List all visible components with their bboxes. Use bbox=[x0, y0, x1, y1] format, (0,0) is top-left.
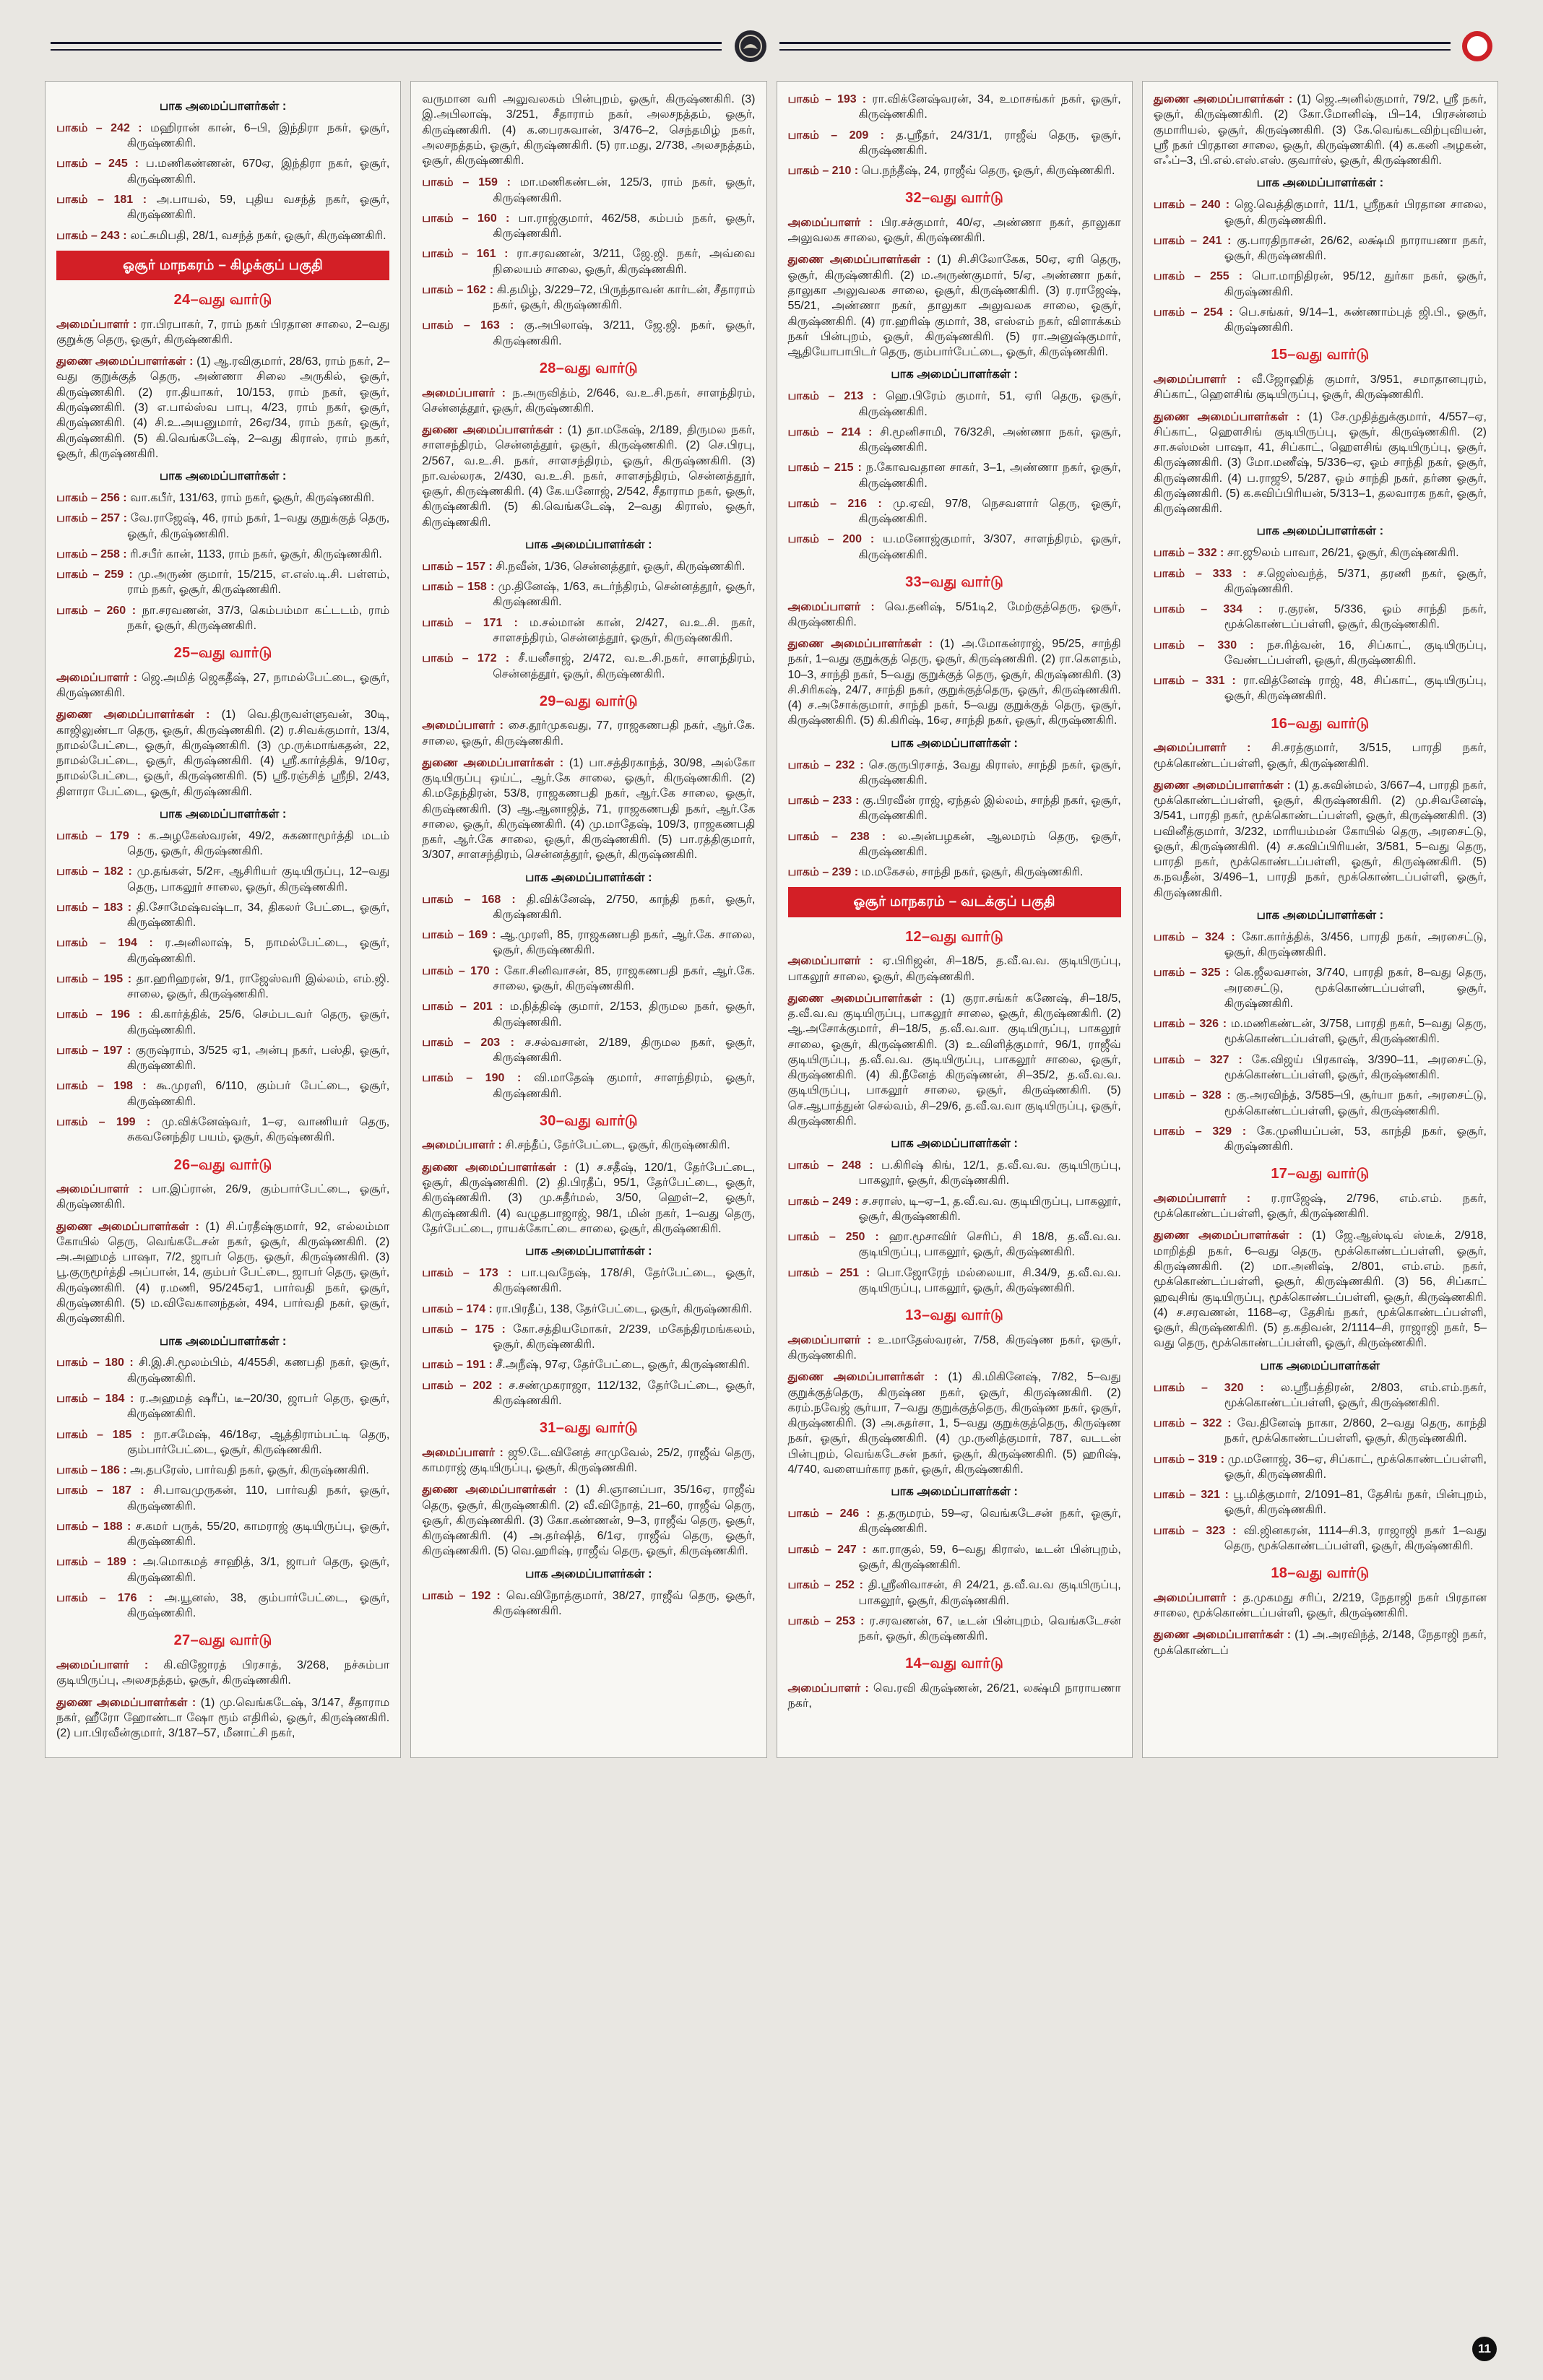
part-label: பாகம் – 233 : bbox=[787, 795, 863, 808]
part-entry: பாகம் – 191 : சீ.அநீஷ், 97ஏ, தேர்பேட்டை, ஓசூர், கிருஷ்ணகிரி. bbox=[422, 1359, 750, 1372]
ward-heading: 30–வது வார்டு bbox=[539, 1112, 638, 1129]
ward-heading: 32–வது வார்டு bbox=[905, 190, 1004, 207]
column-2 bbox=[410, 81, 766, 1758]
part-entry: பாகம் – 324 : கோ.கார்த்திக், 3/456, பாரதி நகர், அரசைட்டு, ஓசூர், கிருஷ்ணகிரி. bbox=[1153, 930, 1487, 959]
part-label: பாகம் – 193 : bbox=[787, 93, 873, 105]
section-subheading: பாக அமைப்பாளர்கள் : bbox=[159, 807, 287, 821]
part-entry: பாகம் – 203 : ச.சல்வசான், 2/189, திருமல நகர், ஓசூர், கிருஷ்ணகிரி. bbox=[422, 1036, 756, 1065]
officer-paragraph: துணை அமைப்பாளர்கள் : (1) சி.ப்ரதீஷ்குமார், 92, எல்லம்மா கோயில் தெரு, வெங்கடேசன் நகர், ஓசூர், கிருஷ்ணகிரி. (2) அ.அஹமத் பாஷா, 7/2, ஜாபர் தெரு, ஓசூர், கிருஷ்ணகிரி. (3) பூ.குருமூர்த்தி அப்பான், 14, கும்பர் பேட்டை, ஜாபர் தெரு, ஓசூர், கிருஷ்ணகிரி. (4) ர.மணி, 95/245ஏ1, பார்வதி நகர், ஓசூர், கிருஷ்ணகிரி. (5) ம.விவேகானந்தன், 494, பார்வதி நகர், ஓசூர், கிருஷ்ணகிரி. bbox=[56, 1220, 390, 1325]
part-label: பாகம் – 169 : bbox=[422, 929, 501, 942]
part-label: பாகம் – 333 : bbox=[1153, 567, 1258, 580]
masthead bbox=[0, 0, 1543, 64]
ward-heading: 29–வது வார்டு bbox=[539, 693, 638, 709]
officer-paragraph: அமைப்பாளர் : த.முகமது சரிப், 2/219, நேதாஜி நகர் பிரதான சாலை, மூக்கொண்டப்பள்ளி, ஓசூர், கிருஷ்ணகிரி. bbox=[1153, 1591, 1487, 1620]
part-entry: பாகம் – 182 : மு.தங்கள், 5/2ஈ, ஆசிரியர் குடியிருப்பு, 12–வது தெரு, பாகலூர் சாலை, ஓசூர், கிருஷ்ணகிரி. bbox=[56, 865, 390, 893]
role-label: அமைப்பாளர் : bbox=[422, 1139, 506, 1152]
part-label: பாகம் – 210 : bbox=[787, 165, 862, 178]
officer-paragraph: துணை அமைப்பாளர்கள் : (1) ஜே.ஆஸ்டிவ் ஸ்டீக், 2/918, மாறித்தி நகர், 6–வது தெரு, மூக்கொண்டப்பள்ளி, ஓசூர், கிருஷ்ணகிரி. (2) மா.அனிஷ், 2/801, எம்.எம். நகர், மூக்கொண்டப்பள்ளி, ஓசூர், கிருஷ்ணகிரி. (3) 56, சிப்காட் ஹவுசிங் குடியிருப்பு, மூக்கொண்டப்பள்ளி, ஓசூர், கிருஷ்ணகிரி. (4) ச.சரவணன், 1168–ஏ, தேசிங் நகர், மூக்கொண்டப்பள்ளி, ஓசூர், கிருஷ்ணகிரி. (5) த.கதிவன், 2/1114–சி, ராஜாஜி நகர், 5–வது தெரு, மூக்கொண்டப்பள்ளி, ஓசூர், கிருஷ்ணகிரி. bbox=[1153, 1229, 1487, 1350]
part-entry: பாகம் – 214 : சி.மூனிசாமி, 76/32சி, அண்ணா நகர், ஓசூர், கிருஷ்ணகிரி. bbox=[787, 425, 1121, 454]
part-label: பாகம் – 198 : bbox=[56, 1080, 157, 1093]
part-label: பாகம் – 173 : bbox=[422, 1267, 522, 1279]
part-label: பாகம் – 238 : bbox=[787, 830, 899, 843]
officer-paragraph: அமைப்பாளர் : பா.இப்ரான், 26/9, கும்பார்பேட்டை, ஓசூர், கிருஷ்ணகிரி. bbox=[56, 1183, 390, 1211]
part-label: பாகம் – 159 : bbox=[422, 176, 520, 189]
part-entry: பாகம் – 181 : அ.பாயல், 59, புதிய வசந்த் நகர், ஓசூர், கிருஷ்ணகிரி. bbox=[56, 194, 390, 222]
part-label: பாகம் – 326 : bbox=[1153, 1018, 1231, 1031]
part-label: பாகம் – 189 : bbox=[56, 1556, 143, 1569]
section-subheading: பாக அமைப்பாளர்கள் : bbox=[159, 100, 287, 113]
part-label: பாகம் – 232 : bbox=[787, 758, 869, 771]
part-label: பாகம் – 248 : bbox=[787, 1159, 881, 1172]
part-label: பாகம் – 201 : bbox=[422, 1000, 510, 1013]
officer-paragraph: துணை அமைப்பாளர்கள் : (1) சி.ஞானப்பா, 35/16ஏ, ராஜீவ் தெரு, ஓசூர், கிருஷ்ணகிரி. (2) வீ.விநோத், 21–60, ராஜீவ் தெரு, ஓசூர், கிருஷ்ணகிரி. (3) கோ.கண்ணன், 9–3, ராஜீவ் தெரு, ஓசூர், கிருஷ்ணகிரி. (4) அ.தர்ஷித், 6/1ஏ, ராஜீவ் தெரு, ஓசூர், கிருஷ்ணகிரி. (5) வெ.ஹரிஷ், ராஜீவ் தெரு, ஓசூர், கிருஷ்ணகிரி. bbox=[422, 1484, 756, 1558]
officer-paragraph: துணை அமைப்பாளர்கள் : (1) ஜெ.அனில்குமார், 79/2, ஸ்ரீ நகர், ஓசூர், கிருஷ்ணகிரி. (2) கோ.மோனிஷ், பி–14, பிரசன்னம் குமாரியல், ஓசூர், கிருஷ்ணகிரி. (3) கே.வெங்கடவிற்புவியன், ஸ்ரீ நகர் பிரதான சாலை, ஓசூர், கிருஷ்ணகிரி. (4) க.கனி அழகன், எஃப்–3, பி.எல்.எஸ்.எஸ். குவார்ஸ், ஓசூர், கிருஷ்ணகிரி. bbox=[1153, 93, 1487, 168]
part-entry: பாகம் – 176 : அ.யூனஸ், 38, கும்பார்பேட்டை, ஓசூர், கிருஷ்ணகிரி. bbox=[56, 1591, 390, 1620]
officer-paragraph: துணை அமைப்பாளர்கள் : (1) அ.மோகன்ராஜ், 95/25, சாந்தி நகர், 1–வது குறுக்குத் தெரு, ஓசூர், கிருஷ்ணகிரி. (2) ரா.கௌதம், 10–3, சாந்தி நகர், 5–வது குறுக்குத் தெரு, ஓசூர், கிருஷ்ணகிரி. (3) சி.சிரிகஷ், 24/7, சாந்தி நகர், குறுக்குத்தெரு, ஓசூர், கிருஷ்ணகிரி. (4) ச.அசோக்குமார், சாந்தி நகர், 5–வது குறுக்குத் தெரு, ஓசூர், கிருஷ்ணகிரி. (5) கி.கிரிஷ், 16ஏ, சாந்தி நகர், ஓசூர், கிருஷ்ணகிரி. bbox=[787, 638, 1121, 727]
section-subheading: பாக அமைப்பாளர்கள் : bbox=[891, 368, 1018, 381]
role-label: துணை அமைப்பாளர்கள் : bbox=[787, 1371, 948, 1384]
part-entry: பாகம் – 194 : ர.அனிலாஷ், 5, நாமல்பேட்டை, ஓசூர், கிருஷ்ணகிரி. bbox=[56, 937, 390, 965]
part-entry: பாகம் – 258 : ரி.சபீர் கான், 1133, ராம் நகர், ஓசூர், கிருஷ்ணகிரி. bbox=[56, 548, 382, 561]
officer-paragraph: துணை அமைப்பாளர்கள் : (1) கி.மிகினேஷ், 7/82, 5–வது குறுக்குத்தெரு, கிருஷ்ண நகர், ஓசூர், கிருஷ்ணகிரி. (2) கரம்.நவேஜ் சூர்யா, 7–வது குறுக்குத்தெரு, கிருஷ்ண நகர், ஓசூர், கிருஷ்ணகிரி. (3) அ.சுதர்சா, 1, 5–வது குறுக்குத்தெரு, கிருஷ்ண நகர், ஓசூர், கிருஷ்ணகிரி. (4) மு.ருனித்குமார், 787, வடடன் பின்புறம், வெங்கடேசன் நகர், ஓசூர், கிருஷ்ணகிரி. (5) ஹரிஷ், 4/740, வளையர்கார நகர், ஓசூர், கிருஷ்ணகிரி. bbox=[787, 1371, 1121, 1476]
section-subheading: பாக அமைப்பாளர்கள் : bbox=[891, 1137, 1018, 1151]
part-entry: பாகம் – 331 : ரா.வித்னேஷ் ராஜ், 48, சிப்காட், குடியிருப்பு, ஓசூர், கிருஷ்ணகிரி. bbox=[1153, 675, 1487, 703]
ward-heading: 15–வது வார்டு bbox=[1271, 347, 1370, 363]
part-label: பாகம் – 259 : bbox=[56, 568, 138, 581]
part-entry: பாகம் – 173 : பா.புவநேஷ், 178/சி, தேர்பேட்டை, ஓசூர், கிருஷ்ணகிரி. bbox=[422, 1267, 756, 1295]
role-label: துணை அமைப்பாளர்கள் : bbox=[56, 709, 222, 722]
part-entry: பாகம் – 327 : கே.விஜய் பிரகாஷ், 3/390–11, அரசைட்டு, மூக்கொண்டப்பள்ளி, ஓசூர், கிருஷ்ணகிரி. bbox=[1153, 1053, 1487, 1082]
part-label: பாகம் – 182 : bbox=[56, 865, 137, 878]
officer-paragraph: துணை அமைப்பாளர்கள் : (1) சி.சிலோகேக, 50ஏ, ஏரி தெரு, ஓசூர், கிருஷ்ணகிரி. (2) ம.அருண்குமார், 5/ஏ, அண்ணா நகர், தாலுகா அலுவலக சாலை, ஓசூர், கிருஷ்ணகிரி. (3) ர.ராஜேஷ், 55/21, அண்ணா நகர், தாலுகா அலுவலக சாலை, ஓசூர், கிருஷ்ணகிரி. (4) ரா.ஹரிஷ் குமார், 38, எஸ்எம் நகர், விளாக்கம் நகர் பின்புறம், ஓசூர், கிருஷ்ணகிரி. (5) ரா.அனுஷ்குமார், ஆதியோபாபிடர் தெரு, கும்பார்பேட்டை, ஓசூர், கிருஷ்ணகிரி. bbox=[787, 254, 1121, 359]
officer-paragraph: அமைப்பாளர் : ஏ.பிரிஜன், சி–18/5, த.வீ.வ.வ. குடியிருப்பு, பாகலூர் சாலை, ஓசூர், கிருஷ்ணகிரி. bbox=[787, 955, 1121, 983]
officer-paragraph: துணை அமைப்பாளர்கள் : (1) பா.சத்திரகாந்த், 30/98, அல்கோ குடியிருப்பு ஒய்ட், ஆர்.கே சாலை, ஓசூர், கிருஷ்ணகிரி. (2) கி.மதேந்திரன், 53/8, ராஜகணபதி நகர், ஆர்.கே சாலை, ஓசூர், கிருஷ்ணகிரி. (3) ஆ.ஆனாஜித், 71, ராஜகணபதி நகர், ஆர்.கே சாலை, ஓசூர், கிருஷ்ணகிரி. (4) மு.மாதேஷ், 109/3, ராஜகணபதி நகர், ஆர்.கே சாலை, ஓசூர், கிருஷ்ணகிரி. (5) பா.ரத்திகுமார், 3/307, சாளசந்திரம், சென்னத்தூர், ஓசூர், கிருஷ்ணகிரி. bbox=[422, 756, 756, 862]
part-label: பாகம் – 246 : bbox=[787, 1507, 878, 1520]
part-label: பாகம் – 329 : bbox=[1153, 1125, 1257, 1138]
part-entry: பாகம் – 250 : ஹா.மூசாவிர் செரிப், சி 18/8, த.வீ.வ.வ. குடியிருப்பு, பாகலூர், ஓசூர், கிருஷ்ணகிரி. bbox=[787, 1231, 1121, 1259]
officer-paragraph: அமைப்பாளர் : கி.விஜோரத் பிரசாத், 3/268, நச்சும்பா குடியிருப்பு, அலசநத்தம், ஓசூர், கிருஷ்ணகிரி. bbox=[56, 1659, 390, 1687]
part-entry: பாகம் – 254 : பெ.சங்கர், 9/14–1, சுண்ணாம்புத் ஜி.பி., ஓசூர், கிருஷ்ணகிரி. bbox=[1153, 306, 1487, 334]
part-entry: பாகம் – 330 : நச.ரித்வன், 16, சிப்காட், குடியிருப்பு, வேண்டப்பள்ளி, ஓசூர், கிருஷ்ணகிரி. bbox=[1153, 639, 1487, 667]
role-label: துணை அமைப்பாளர்கள் : bbox=[787, 254, 938, 267]
ward-heading: 17–வது வார்டு bbox=[1271, 1166, 1370, 1182]
part-entry: பாகம் – 157 : சி.நவீன், 1/36, சென்னத்தூர், ஓசூர், கிருஷ்ணகிரி. bbox=[422, 560, 745, 573]
part-entry: பாகம் – 332 : சா.ஜூலம் பாவா, 26/21, ஓசூர், கிருஷ்ணகிரி. bbox=[1153, 547, 1459, 560]
part-label: பாகம் – 179 : bbox=[56, 829, 149, 842]
section-subheading: பாக அமைப்பாளர்கள் : bbox=[159, 469, 287, 483]
role-label: அமைப்பாளர் : bbox=[422, 386, 513, 399]
part-label: பாகம் – 181 : bbox=[56, 194, 157, 206]
officer-paragraph: அமைப்பாளர் : வெ.தனிஷ், 5/51டி2, மேற்குத்தெரு, ஓசூர், கிருஷ்ணகிரி. bbox=[787, 600, 1121, 628]
ward-heading: 18–வது வார்டு bbox=[1271, 1565, 1370, 1582]
ward-heading: 24–வது வார்டு bbox=[173, 292, 272, 308]
role-label: துணை அமைப்பாளர்கள் : bbox=[56, 1696, 201, 1709]
part-label: பாகம் – 188 : bbox=[56, 1520, 136, 1533]
ward-heading: 14–வது வார்டு bbox=[905, 1656, 1004, 1672]
part-label: பாகம் – 195 : bbox=[56, 972, 137, 985]
officer-paragraph: அமைப்பாளர் : சை.தூர்முகவது, 77, ராஜகணபதி நகர், ஆர்.கே. சாலை, ஓசூர், கிருஷ்ணகிரி. bbox=[422, 719, 756, 748]
part-label: பாகம் – 260 : bbox=[56, 604, 142, 617]
part-entry: பாகம் – 189 : அ.மொகமத் சாஹித், 3/1, ஜாபர் தெரு, ஓசூர், கிருஷ்ணகிரி. bbox=[56, 1556, 390, 1584]
officer-paragraph: வருமான வரி அலுவலகம் பின்புறம், ஓசூர், கிருஷ்ணகிரி. (3) இ.அபிலாஷ், 3/251, சீதாராம் நகர், அலசநத்தம், ஓசூர், கிருஷ்ணகிரி. (4) க.பைரசுவான், 3/476–2, செந்தமிழ் நகர், அலசநத்தம், ஓசூர், கிருஷ்ணகிரி. (5) ரா.மது, 2/738, அலசநத்தம், ஓசூர், கிருஷ்ணகிரி. bbox=[422, 93, 756, 168]
part-entry: பாகம் – 241 : கு.பாரதிநாசன், 26/62, லக்ஷ்மி நாராயணா நகர், ஓசூர், கிருஷ்ணகிரி. bbox=[1153, 234, 1487, 263]
officer-paragraph: துணை அமைப்பாளர்கள் : (1) த.கவின்மல், 3/667–4, பாரதி நகர், மூக்கொண்டப்பள்ளி, ஓசூர், கிருஷ்ணகிரி. (2) மு.சிவனேஷ், 3/541, பாரதி நகர், மூக்கொண்டப்பள்ளி, ஓசூர், கிருஷ்ணகிரி. (3) பவினீத்குமார், 3/232, மாரியம்மன் கோயில் தெரு, அரசைட்டு, ஓசூர், கிருஷ்ணகிரி. (4) ச.கவிப்பிரியன், 3/581, 5–வது தெரு, பாரதி நகர், மூக்கொண்டப்பள்ளி, ஓசூர், கிருஷ்ணகிரி. (5) க.நவதீன், 3/496–1, பாரதி நகர், மூக்கொண்டப்பள்ளி, ஓசூர், கிருஷ்ணகிரி. bbox=[1153, 779, 1487, 899]
part-label: பாகம் – 158 : bbox=[422, 581, 498, 594]
part-label: பாகம் – 176 : bbox=[56, 1591, 165, 1604]
part-label: பாகம் – 202 : bbox=[422, 1379, 509, 1392]
part-entry: பாகம் – 161 : ரா.சரவணன், 3/211, ஜே.ஜி. நகர், அவ்வை நிலையம் சாலை, ஓசூர், கிருஷ்ணகிரி. bbox=[422, 248, 756, 276]
officer-paragraph: துணை அமைப்பாளர்கள் : (1) சே.முதித்துக்குமார், 4/557–ஏ, சிப்காட், ஹெளசிங் குடியிருப்பு, ஓசூர், கிருஷ்ணகிரி. (2) சா.சுஸ்மன் பாஷா, 41, சிப்காட், ஹெளசிங் குடியிருப்பு, ஓசூர், கிருஷ்ணகிரி. (3) மோ.மணீஷ், 5/336–ஏ, ஓம் சாந்தி நகர், ஓசூர், கிருஷ்ணகிரி. (4) ப.ராஜூ, 5/287, ஓம் சாந்தி நகர், தர்ண ஓசூர், கிருஷ்ணகிரி. (5) க.சுவிப்பிரியன், 5/313–1, தலவாரக நகர், ஓசூர், கிருஷ்ணகிரி. bbox=[1153, 410, 1487, 516]
part-label: பாகம் – 253 : bbox=[787, 1614, 870, 1627]
part-label: பாகம் – 192 : bbox=[422, 1589, 506, 1602]
officer-paragraph: துணை அமைப்பாளர்கள் : (1) குரா.சங்கர் கணேஷ், சி–18/5, த.வீ.வ.வ குடியிருப்பு, பாகலூர் சாலை, ஓசூர், கிருஷ்ணகிரி. (2) ஆ.அசோக்குமார், சி–18/5, த.வீ.வ.வா. குடியிருப்பு, பாகலூர் சாலை, ஓசூர், கிருஷ்ணகிரி. (3) உ.விளித்குமார், 96/1, ராஜீவ் குடியிருப்பு, த.வீ.வ.வ. குடியிருப்பு, பாகலூர் சாலை, ஓசூர், கிருஷ்ணகிரி. (4) கி.நீனேத் கிருஷ்ணன், சி–35/2, த.வீ.வ.வ. குடியிருப்பு, பாகலூர் சாலை, ஓசூர், கிருஷ்ணகிரி. (5) செ.ஆபாத்துன் செல்வம், சி–29/6, த.வீ.வ.வா குடியிருப்பு, ஓசூர், கிருஷ்ணகிரி. bbox=[787, 992, 1121, 1128]
role-label: துணை அமைப்பாளர்கள் : bbox=[1153, 1629, 1295, 1642]
part-entry: பாகம் – 334 : ர.குரன், 5/336, ஓம் சாந்தி நகர், மூக்கொண்டப்பள்ளி, ஓசூர், கிருஷ்ணகிரி. bbox=[1153, 603, 1487, 631]
part-entry: பாகம் – 260 : நா.சரவணன், 37/3, கெம்பம்மா கட்டடம், ராம் நகர், ஓசூர், கிருஷ்ணகிரி. bbox=[56, 604, 390, 632]
part-label: பாகம் – 163 : bbox=[422, 319, 524, 332]
part-label: பாகம் – 183 : bbox=[56, 901, 137, 914]
part-label: பாகம் – 334 : bbox=[1153, 603, 1279, 616]
role-label: அமைப்பாளர் : bbox=[787, 600, 885, 613]
part-label: பாகம் – 174 : bbox=[422, 1302, 496, 1315]
part-entry: பாகம் – 216 : மு.ஏவி, 97/8, நெசவளார் தெரு, ஓசூர், கிருஷ்ணகிரி. bbox=[787, 497, 1121, 526]
officer-paragraph: அமைப்பாளர் : ஜெ.அமித் ஜெகதீஷ், 27, நாமல்பேட்டை, ஓசூர், கிருஷ்ணகிரி. bbox=[56, 671, 390, 699]
part-entry: பாகம் – 246 : த.தருமரம், 59–ஏ, வெங்கடேசன் நகர், ஓசூர், கிருஷ்ணகிரி. bbox=[787, 1507, 1121, 1536]
part-label: பாகம் – 242 : bbox=[56, 121, 151, 134]
part-entry: பாகம் – 325 : கெ.ஜீலவசான், 3/740, பாரதி நகர், 8–வது தெரு, அரசைட்டு, மூக்கொண்டப்பள்ளி, ஓசூர், கிருஷ்ணகிரி. bbox=[1153, 966, 1487, 1010]
role-label: அமைப்பாளர் : bbox=[787, 955, 883, 968]
part-label: பாகம் – 196 : bbox=[56, 1008, 151, 1021]
role-label: அமைப்பாளர் : bbox=[56, 1183, 152, 1196]
ward-heading: 26–வது வார்டு bbox=[173, 1156, 272, 1173]
role-label: துணை அமைப்பாளர்கள் : bbox=[422, 1484, 576, 1497]
part-label: பாகம் – 175 : bbox=[422, 1323, 514, 1336]
section-subheading: பாக அமைப்பாளர்கள் : bbox=[1256, 176, 1384, 190]
part-entry: பாகம் – 249 : ச.சராஸ், டி–ஏ–1, த.வீ.வ.வ. குடியிருப்பு, பாகலூர், ஓசூர், கிருஷ்ணகிரி. bbox=[787, 1195, 1121, 1223]
part-label: பாகம் – 331 : bbox=[1153, 675, 1243, 688]
part-label: பாகம் – 199 : bbox=[56, 1116, 162, 1129]
column-1 bbox=[45, 81, 401, 1758]
region-banner: ஓசூர் மாநகரம் – வடக்குப் பகுதி bbox=[788, 887, 1121, 917]
role-label: அமைப்பாளர் : bbox=[1153, 373, 1252, 386]
part-entry: பாகம் – 215 : ந.கோவவதான சாகர், 3–1, அண்ணா நகர், ஓசூர், கிருஷ்ணகிரி. bbox=[787, 462, 1121, 490]
part-entry: பாகம் – 195 : தா.ஹரிஹரன், 9/1, ராஜேஸ்வரி இல்லம், எம்.ஜி. சாலை, ஓசூர், கிருஷ்ணகிரி. bbox=[56, 972, 390, 1001]
officer-paragraph: அமைப்பாளர் : பிர.சச்குமார், 40/ஏ, அண்ணா நகர், தாலுகா அலுவலக சாலை, ஓசூர், கிருஷ்ணகிரி. bbox=[787, 216, 1121, 245]
section-subheading: பாக அமைப்பாளர்கள் : bbox=[1256, 524, 1384, 538]
ward-heading: 31–வது வார்டு bbox=[539, 1420, 638, 1437]
part-label: பாகம் – 160 : bbox=[422, 212, 519, 225]
part-label: பாகம் – 187 : bbox=[56, 1484, 154, 1497]
part-label: பாகம் – 191 : bbox=[422, 1359, 496, 1372]
role-label: துணை அமைப்பாளர்கள் : bbox=[1153, 1229, 1312, 1242]
part-entry: பாகம் – 168 : தி.விக்னேஷ், 2/750, காந்தி நகர், ஓசூர், கிருஷ்ணகிரி. bbox=[422, 893, 756, 921]
role-label: அமைப்பாளர் : bbox=[422, 1446, 509, 1459]
part-label: பாகம் – 249 : bbox=[787, 1195, 863, 1208]
part-label: பாகம் – 200 : bbox=[787, 533, 883, 546]
role-label: துணை அமைப்பாளர்கள் : bbox=[787, 992, 941, 1005]
part-label: பாகம் – 324 : bbox=[1153, 930, 1242, 943]
part-label: பாகம் – 322 : bbox=[1153, 1417, 1237, 1430]
part-entry: பாகம் – 320 : ல.ஸ்ரீபத்திரன், 2/803, எம்.எம்.நகர், மூக்கொண்டப்பள்ளி, ஓசூர், கிருஷ்ணகிரி. bbox=[1153, 1381, 1487, 1409]
ward-heading: 12–வது வார்டு bbox=[905, 928, 1004, 945]
part-label: பாகம் – 256 : bbox=[56, 491, 131, 504]
role-label: துணை அமைப்பாளர்கள் : bbox=[1153, 93, 1297, 105]
part-entry: பாகம் – 333 : ச.ஜெஸ்வந்த், 5/371, தரணி நகர், ஓசூர், கிருஷ்ணகிரி. bbox=[1153, 567, 1487, 595]
part-label: பாகம் – 157 : bbox=[422, 560, 496, 573]
part-label: பாகம் – 216 : bbox=[787, 497, 893, 510]
content-columns bbox=[45, 81, 1498, 1758]
part-label: பாகம் – 161 : bbox=[422, 248, 517, 261]
section-subheading: பாக அமைப்பாளர்கள் : bbox=[891, 736, 1018, 750]
part-entry: பாகம் – 233 : கு.பிரவீன் ராஜ், ஏந்தல் இல்லம், சாந்தி நகர், ஓசூர், கிருஷ்ணகிரி. bbox=[787, 795, 1121, 823]
role-label: அமைப்பாளர் : bbox=[56, 671, 142, 684]
part-entry: பாகம் – 175 : கோ.சத்தியமோகர், 2/239, மகேந்திரமங்கலம், ஓசூர், கிருஷ்ணகிரி. bbox=[422, 1323, 756, 1351]
part-label: பாகம் – 250 : bbox=[787, 1231, 889, 1244]
role-label: அமைப்பாளர் : bbox=[422, 719, 509, 732]
part-label: பாகம் – 325 : bbox=[1153, 966, 1235, 979]
role-label: அமைப்பாளர் : bbox=[1153, 742, 1272, 755]
officer-paragraph: துணை அமைப்பாளர்கள் : (1) வெ.திருவள்ளுவன், 30டி, காஜிலுண்டா தெரு, ஓசூர், கிருஷ்ணகிரி. (2) ர.சிவக்குமார், 13/4, நாமல்பேட்டை, ஓசூர், கிருஷ்ணகிரி. (3) மு.ருக்மாங்கதன், 22, நாமல்பேட்டை, ஓசூர், கிருஷ்ணகிரி. (4) ஸ்ரீ.கார்த்திக், 9/10ஏ, நாமல்பேட்டை, ஓசூர், கிருஷ்ணகிரி. (5) ஸ்ரீ.ரஞ்சித் ஸ்ரீநி, 2/43, திளாரா பேட்டை, ஓசூர், கிருஷ்ணகிரி. bbox=[56, 709, 390, 798]
officer-paragraph: அமைப்பாளர் : வீ.ஜோஹித் குமார், 3/951, சமாதானபுரம், சிப்காட், ஹெளசிங் குடியிருப்பு, ஓசூர், கிருஷ்ணகிரி. bbox=[1153, 373, 1487, 402]
part-label: பாகம் – 168 : bbox=[422, 893, 527, 906]
part-label: பாகம் – 209 : bbox=[787, 129, 896, 142]
part-label: பாகம் – 245 : bbox=[56, 157, 146, 170]
part-entry: பாகம் – 179 : க.அழகேஸ்வரன், 49/2, சுகணாமூர்த்தி மடம் தெரு, ஓசூர், கிருஷ்ணகிரி. bbox=[56, 829, 390, 858]
part-entry: பாகம் – 253 : ர.சரவணன், 67, டீடன் பின்புறம், வெங்கடேசன் நகர், ஓசூர், கிருஷ்ணகிரி. bbox=[787, 1614, 1121, 1643]
part-label: பாகம் – 255 : bbox=[1153, 270, 1252, 283]
part-entry: பாகம் – 329 : கே.முனியப்பன், 53, காந்தி நகர், ஓசூர், கிருஷ்ணகிரி. bbox=[1153, 1125, 1487, 1154]
part-label: பாகம் – 327 : bbox=[1153, 1053, 1252, 1066]
part-label: பாகம் – 239 : bbox=[787, 866, 862, 879]
part-label: பாகம் – 162 : bbox=[422, 283, 497, 296]
part-label: பாகம் – 172 : bbox=[422, 652, 519, 665]
part-entry: பாகம் – 242 : மஹிரான் கான், 6–பி, இந்திரா நகர், ஓசூர், கிருஷ்ணகிரி. bbox=[56, 121, 390, 150]
section-subheading: பாக அமைப்பாளர்கள் : bbox=[525, 1245, 652, 1258]
part-label: பாகம் – 247 : bbox=[787, 1543, 873, 1556]
role-label: துணை அமைப்பாளர்கள் : bbox=[422, 1161, 576, 1174]
part-entry: பாகம் – 172 : சீ.யனீசாஜ், 2/472, வ.உ.சி.நகர், சாளந்திரம், சென்னத்தூர், ஓசூர், கிருஷ்ணகிரி. bbox=[422, 652, 756, 680]
part-label: பாகம் – 251 : bbox=[787, 1266, 878, 1279]
part-entry: பாகம் – 319 : மு.மனோஜ், 36–ஏ, சிப்காட், மூக்கொண்டப்பள்ளி, ஓசூர், கிருஷ்ணகிரி. bbox=[1153, 1453, 1487, 1481]
officer-paragraph: அமைப்பாளர் : ர.ராஜேஷ், 2/796, எம்.எம். நகர், மூக்கொண்டப்பள்ளி, ஓசூர், கிருஷ்ணகிரி. bbox=[1153, 1192, 1487, 1221]
red-circle-icon bbox=[1462, 31, 1492, 61]
part-entry: பாகம் – 160 : பா.ராஜ்குமார், 462/58, கம்பம் நகர், ஓசூர், கிருஷ்ணகிரி. bbox=[422, 212, 756, 241]
part-entry: பாகம் – 259 : மு.அருண் குமார், 15/215, எ.எஸ்.டி.சி. பள்ளம், ராம் நகர், ஓசூர், கிருஷ்ணகிரி. bbox=[56, 568, 390, 597]
officer-paragraph: அமைப்பாளர் : ரா.பிரபாகர், 7, ராம் நகர் பிரதான சாலை, 2–வது குறுக்கு தெரு, ஓசூர், கிருஷ்ணகிரி. bbox=[56, 318, 390, 346]
column-3 bbox=[777, 81, 1133, 1758]
part-entry: பாகம் – 256 : வா.கபீர், 131/63, ராம் நகர், ஓசூர், கிருஷ்ணகிரி. bbox=[56, 491, 375, 504]
part-label: பாகம் – 258 : bbox=[56, 548, 131, 561]
officer-paragraph: அமைப்பாளர் : ஜூ.டே.வினேத் சாமுவேல், 25/2, ராஜீவ் தெரு, காமராஜ் குடியிருப்பு, ஓசூர், கிருஷ்ணகிரி. bbox=[422, 1446, 756, 1474]
part-entry: பாகம் – 257 : வே.ராஜேஷ், 46, ராம் நகர், 1–வது குறுக்குத் தெரு, ஓசூர், கிருஷ்ணகிரி. bbox=[56, 512, 390, 540]
part-label: பாகம் – 215 : bbox=[787, 462, 866, 475]
part-label: பாகம் – 214 : bbox=[787, 425, 881, 438]
part-label: பாகம் – 328 : bbox=[1153, 1089, 1237, 1102]
officer-paragraph: துணை அமைப்பாளர்கள் : (1) ஆ.ரவிகுமார், 28/63, ராம் நகர், 2–வது குறுக்குத் தெரு, அண்ணா சிலை அருகில், ஓசூர், கிருஷ்ணகிரி. (2) ரா.தியாகர், 10/153, ராம் நகர், ஓசூர், கிருஷ்ணகிரி. (3) எ.பால்ஸ்வ பாபு, 4/23, ராம் நகர், ஓசூர், கிருஷ்ணகிரி. (4) சி.உ.அயனுமார், 26ஏ/34, ராம் நகர், ஓசூர், கிருஷ்ணகிரி. (5) கி.வெங்கடேஷ், 2–வது கிராஸ், ராம் நகர், ஓசூர், கிருஷ்ணகிரி. bbox=[56, 355, 390, 460]
part-entry: பாகம் – 180 : சி.இ.சி.மூலம்பிம், 4/455சி, கணபதி நகர், ஓசூர், கிருஷ்ணகிரி. bbox=[56, 1356, 390, 1385]
section-subheading: பாக அமைப்பாளர்கள் : bbox=[159, 1334, 287, 1348]
part-label: பாகம் – 184 : bbox=[56, 1393, 140, 1405]
section-subheading: பாக அமைப்பாளர்கள் : bbox=[525, 1567, 652, 1580]
masthead-rule-left bbox=[51, 42, 722, 51]
part-label: பாகம் – 323 : bbox=[1153, 1524, 1244, 1537]
part-entry: பாகம் – 209 : த.ஸ்ரீதர், 24/31/1, ராஜீவ் தெரு, ஓசூர், கிருஷ்ணகிரி. bbox=[787, 129, 1121, 157]
part-label: பாகம் – 320 : bbox=[1153, 1381, 1281, 1394]
officer-paragraph: அமைப்பாளர் : உ.மாதேஸ்வரன், 7/58, கிருஷ்ண நகர், ஓசூர், கிருஷ்ணகிரி. bbox=[787, 1333, 1121, 1362]
officer-paragraph: அமைப்பாளர் : வெ.ரவி கிருஷ்ணன், 26/21, லக்ஷ்மி நாராயணா நகர், bbox=[787, 1682, 1121, 1710]
officer-paragraph: அமைப்பாளர் : ந.அருவித்ம், 2/646, வ.உ.சி.நகர், சாளந்திரம், சென்னத்தூர், ஓசூர், கிருஷ்ணகிரி. bbox=[422, 386, 756, 415]
part-label: பாகம் – 190 : bbox=[422, 1072, 534, 1085]
part-label: பாகம் – 252 : bbox=[787, 1579, 868, 1592]
role-label: அமைப்பாளர் : bbox=[1153, 1591, 1243, 1604]
part-entry: பாகம் – 171 : ம.சல்மான் கான், 2/427, வ.உ.சி. நகர், சாளசந்திரம், சென்னத்தூர், ஓசூர், கிருஷ்ணகிரி. bbox=[422, 616, 756, 644]
section-subheading: பாக அமைப்பாளர்கள் : bbox=[1256, 908, 1384, 922]
part-label: பாகம் – 170 : bbox=[422, 964, 504, 977]
emblem-icon bbox=[733, 29, 768, 64]
role-label: துணை அமைப்பாளர்கள் : bbox=[56, 355, 197, 368]
part-entry: பாகம் – 200 : ய.மனோஜ்குமார், 3/307, சாளந்திரம், ஓசூர், கிருஷ்ணகிரி. bbox=[787, 533, 1121, 561]
role-label: அமைப்பாளர் : bbox=[56, 318, 141, 331]
part-label: பாகம் – 321 : bbox=[1153, 1489, 1234, 1502]
section-subheading: பாக அமைப்பாளர்கள் : bbox=[891, 1485, 1018, 1499]
part-entry: பாகம் – 210 : பெ.நந்தீஷ், 24, ராஜீவ் தெரு, ஓசூர், கிருஷ்ணகிரி. bbox=[787, 165, 1115, 178]
role-label: அமைப்பாளர் : bbox=[787, 1682, 873, 1695]
part-entry: பாகம் – 184 : ர.அஹமத் ஷரீப், டீ–20/30, ஜாபர் தெரு, ஓசூர், கிருஷ்ணகிரி. bbox=[56, 1393, 390, 1421]
part-entry: பாகம் – 321 : பூ.மித்குமார், 2/1091–81, தேசிங் நகர், பின்புறம், ஓசூர், கிருஷ்ணகிரி. bbox=[1153, 1489, 1487, 1517]
part-entry: பாகம் – 192 : வெ.விநோத்குமார், 38/27, ராஜீவ் தெரு, ஓசூர், கிருஷ்ணகிரி. bbox=[422, 1589, 756, 1617]
part-label: பாகம் – 243 : bbox=[56, 229, 131, 242]
part-entry: பாகம் – 174 : ரா.பிரதீப், 138, தேர்பேட்டை, ஓசூர், கிருஷ்ணகிரி. bbox=[422, 1302, 753, 1315]
part-label: பாகம் – 185 : bbox=[56, 1428, 154, 1441]
part-label: பாகம் – 171 : bbox=[422, 616, 530, 629]
role-label: துணை அமைப்பாளர்கள் : bbox=[56, 1220, 206, 1233]
part-label: பாகம் – 319 : bbox=[1153, 1453, 1228, 1466]
part-entry: பாகம் – 255 : பொ.மாநிதிரன், 95/12, துர்கா நகர், ஓசூர், கிருஷ்ணகிரி. bbox=[1153, 270, 1487, 298]
officer-paragraph: அமைப்பாளர் : சி.சந்தீப், தேர்பேட்டை, ஓசூர், கிருஷ்ணகிரி. bbox=[422, 1139, 730, 1152]
part-entry: பாகம் – 239 : ம.மகேசல், சாந்தி நகர், ஓசூர், கிருஷ்ணகிரி. bbox=[787, 866, 1084, 879]
officer-paragraph: அமைப்பாளர் : சி.சரத்குமார், 3/515, பாரதி நகர், மூக்கொண்டப்பள்ளி, ஓசூர், கிருஷ்ணகிரி. bbox=[1153, 742, 1487, 770]
role-label: துணை அமைப்பாளர்கள் : bbox=[422, 424, 568, 437]
part-label: பாகம் – 194 : bbox=[56, 937, 165, 950]
part-entry: பாகம் – 196 : கி.கார்த்திக், 25/6, செம்படவர் தெரு, ஓசூர், கிருஷ்ணகிரி. bbox=[56, 1008, 390, 1037]
part-entry: பாகம் – 187 : சி.பாவமுருகன், 110, பார்வதி நகர், ஓசூர், கிருஷ்ணகிரி. bbox=[56, 1484, 390, 1513]
section-subheading: பாக அமைப்பாளர்கள் : bbox=[525, 870, 652, 884]
role-label: துணை அமைப்பாளர்கள் : bbox=[1153, 410, 1309, 423]
part-entry: பாகம் – 169 : ஆ.முரளி, 85, ராஜகணபதி நகர், ஆர்.கே. சாலை, ஓசூர், கிருஷ்ணகிரி. bbox=[422, 929, 756, 957]
part-entry: பாகம் – 326 : ம.மணிகண்டன், 3/758, பாரதி நகர், 5–வது தெரு, மூக்கொண்டப்பள்ளி, ஓசூர், கிருஷ்ணகிரி. bbox=[1153, 1018, 1487, 1046]
part-label: பாகம் – 241 : bbox=[1153, 234, 1237, 247]
section-subheading: பாக அமைப்பாளர்கள் bbox=[1260, 1359, 1380, 1372]
ward-heading: 16–வது வார்டு bbox=[1271, 715, 1370, 732]
part-entry: பாகம் – 202 : ச.சண்முகராஜா, 112/132, தேர்பேட்டை, ஓசூர், கிருஷ்ணகிரி. bbox=[422, 1379, 756, 1407]
role-label: அமைப்பாளர் : bbox=[787, 216, 881, 229]
part-entry: பாகம் – 158 : மு.தினேஷ், 1/63, சுடர்ந்திரம், சென்னத்தூர், ஓசூர், கிருஷ்ணகிரி. bbox=[422, 581, 756, 609]
part-label: பாகம் – 332 : bbox=[1153, 547, 1227, 560]
officer-paragraph: துணை அமைப்பாளர்கள் : (1) ச.சதீஷ், 120/1, தேர்பேட்டை, ஓசூர், கிருஷ்ணகிரி. (2) தி.பிரதீப், 95/1, தேர்பேட்டை, ஓசூர், கிருஷ்ணகிரி. (3) மு.சுதீர்மல், 3/50, ஹெள்–2, ஓசூர், கிருஷ்ணகிரி. (4) வழுதபாஜாஜ், 98/1, மின் நகர், 1–வது தெரு, தேர்பேட்டை, ராயக்கோட்டை சாலை, ஓசூர், கிருஷ்ணகிரி. bbox=[422, 1161, 756, 1235]
part-entry: பாகம் – 322 : வே.தினேஷ் நாகா, 2/860, 2–வது தெரு, காந்தி நகர், மூக்கொண்டப்பள்ளி, ஓசூர், கிருஷ்ணகிரி. bbox=[1153, 1417, 1487, 1445]
part-entry: பாகம் – 170 : கோ.சினிவாசன், 85, ராஜகணபதி நகர், ஆர்.கே. சாலை, ஓசூர், கிருஷ்ணகிரி. bbox=[422, 964, 756, 993]
role-label: அமைப்பாளர் : bbox=[787, 1333, 878, 1346]
officer-paragraph: துணை அமைப்பாளர்கள் : (1) தா.மகேஷ், 2/189, திருமல நகர், சாளசந்திரம், சென்னத்தூர், ஓசூர், கிருஷ்ணகிரி. (2) செ.பிரபு, 2/567, வ.உ.சி. நகர், சாளசந்திரம், ஓசூர், கிருஷ்ணகிரி. (3) நா.வல்லரசு, 2/430, வ.உ.சி. நகர், சாளசந்திரம், சென்னத்தூர், ஓசூர், கிருஷ்ணகிரி. (4) கே.யனோஜ், 2/542, சீதாராம நகர், ஓசூர், கிருஷ்ணகிரி. (5) கி.வெங்கடேஷ், 2–வது கிராஸ், ஓசூர், கிருஷ்ணகிரி. bbox=[422, 424, 756, 529]
part-label: பாகம் – 213 : bbox=[787, 390, 886, 403]
part-label: பாகம் – 186 : bbox=[56, 1464, 131, 1477]
role-label: அமைப்பாளர் : bbox=[56, 1659, 164, 1672]
ward-heading: 33–வது வார்டு bbox=[905, 574, 1004, 590]
role-label: துணை அமைப்பாளர்கள் : bbox=[787, 638, 941, 651]
part-entry: பாகம் – 323 : வி.ஜினகரன், 1114–சி.3, ராஜாஜி நகர் 1–வது தெரு, மூக்கொண்டப்பள்ளி, ஓசூர், கிருஷ்ணகிரி. bbox=[1153, 1524, 1487, 1552]
part-entry: பாகம் – 201 : ம.நித்திஷ் குமார், 2/153, திருமல நகர், ஓசூர், கிருஷ்ணகிரி. bbox=[422, 1000, 756, 1029]
part-entry: பாகம் – 188 : ச.கமர் பருக், 55/20, காமராஜ் குடியிருப்பு, ஓசூர், கிருஷ்ணகிரி. bbox=[56, 1520, 390, 1549]
part-entry: பாகம் – 159 : மா.மணிகண்டன், 125/3, ராம் நகர், ஓசூர், கிருஷ்ணகிரி. bbox=[422, 176, 756, 204]
part-label: பாகம் – 180 : bbox=[56, 1356, 139, 1369]
column-4 bbox=[1142, 81, 1498, 1758]
part-entry: பாகம் – 251 : பொ.ஜோரேந் மல்லையா, சி.34/9, த.வீ.வ.வ. குடியிருப்பு, பாகலூர், ஓசூர், கிருஷ்ணகிரி. bbox=[787, 1266, 1121, 1294]
region-banner: ஓசூர் மாநகரம் – கிழக்குப் பகுதி bbox=[56, 251, 389, 280]
role-label: துணை அமைப்பாளர்கள் : bbox=[422, 756, 569, 769]
ward-heading: 25–வது வார்டு bbox=[173, 645, 272, 662]
part-entry: பாகம் – 190 : வி.மாதேஷ் குமார், சாளந்திரம், ஓசூர், கிருஷ்ணகிரி. bbox=[422, 1072, 756, 1100]
part-entry: பாகம் – 247 : கா.ராகுல், 59, 6–வது கிராஸ், டீடன் பின்புறம், ஓசூர், கிருஷ்ணகிரி. bbox=[787, 1543, 1121, 1571]
part-label: பாகம் – 254 : bbox=[1153, 306, 1240, 319]
role-label: அமைப்பாளர் : bbox=[1153, 1192, 1271, 1205]
officer-paragraph: துணை அமைப்பாளர்கள் : (1) மு.வெங்கடேஷ், 3/147, சீதாராம நகர், ஹீரோ ஹோண்டா ஷோ ரூம் எதிரில், ஓசூர், கிருஷ்ணகிரி. (2) பா.பிரவீன்குமார், 3/187–57, மீனாட்சி நகர், bbox=[56, 1696, 390, 1740]
part-entry: பாகம் – 240 : ஜெ.வெத்திகுமார், 11/1, ஸ்ரீநகர் பிரதான சாலை, ஓசூர், கிருஷ்ணகிரி. bbox=[1153, 199, 1487, 227]
part-label: பாகம் – 330 : bbox=[1153, 639, 1267, 652]
part-label: பாகம் – 203 : bbox=[422, 1036, 525, 1049]
ward-heading: 13–வது வார்டு bbox=[905, 1307, 1004, 1324]
part-entry: பாகம் – 198 : கூ.முரளி, 6/110, கும்பர் பேட்டை, ஓசூர், கிருஷ்ணகிரி. bbox=[56, 1080, 390, 1108]
ward-heading: 27–வது வார்டு bbox=[173, 1632, 272, 1649]
part-entry: பாகம் – 243 : லட்சுமிபதி, 28/1, வசந்த் நகர், ஓசூர், கிருஷ்ணகிரி. bbox=[56, 229, 386, 242]
part-label: பாகம் – 257 : bbox=[56, 512, 131, 525]
part-label: பாகம் – 240 : bbox=[1153, 199, 1235, 212]
part-entry: பாகம் – 213 : ஹெ.பிரேம் குமார், 51, ஏரி தெரு, ஓசூர், கிருஷ்ணகிரி. bbox=[787, 390, 1121, 418]
part-entry: பாகம் – 163 : கு.அபிலாஷ், 3/211, ஜே.ஜி. நகர், ஓசூர், கிருஷ்ணகிரி. bbox=[422, 319, 756, 347]
part-entry: பாகம் – 199 : மு.விக்னேஷ்வர், 1–ஏ, வாணியர் தெரு, சுகவனேந்திர பயம், ஓசூர், கிருஷ்ணகிரி. bbox=[56, 1116, 390, 1144]
part-entry: பாகம் – 197 : குருஷ்ராம், 3/525 ஏ1, அன்பு நகர், பஸ்தி, ஓசூர், கிருஷ்ணகிரி. bbox=[56, 1044, 390, 1073]
masthead-rule-right bbox=[779, 42, 1451, 51]
part-entry: பாகம் – 193 : ரா.விக்னேஷ்வரன், 34, உமாசங்கர் நகர், ஓசூர், கிருஷ்ணகிரி. bbox=[787, 93, 1121, 121]
role-label: துணை அமைப்பாளர்கள் : bbox=[1153, 779, 1295, 792]
part-entry: பாகம் – 238 : ல.அன்பழகன், ஆலமரம் தெரு, ஓசூர், கிருஷ்ணகிரி. bbox=[787, 830, 1121, 858]
page-number: 11 bbox=[1472, 2337, 1497, 2361]
part-entry: பாகம் – 186 : அ.தபரேஸ், பார்வதி நகர், ஓசூர், கிருஷ்ணகிரி. bbox=[56, 1464, 369, 1477]
part-entry: பாகம் – 328 : கு.அரவிந்த், 3/585–பி, சூர்யா நகர், அரசைட்டு, மூக்கொண்டப்பள்ளி, ஓசூர், கிருஷ்ணகிரி. bbox=[1153, 1089, 1487, 1117]
part-entry: பாகம் – 252 : தி.ஸ்ரீனிவாசன், சி 24/21, த.வீ.வ.வ குடியிருப்பு, பாகலூர், ஓசூர், கிருஷ்ணகிரி. bbox=[787, 1579, 1121, 1607]
part-entry: பாகம் – 245 : ப.மணிகண்ணன், 670ஏ, இந்திரா நகர், ஓசூர், கிருஷ்ணகிரி. bbox=[56, 157, 390, 186]
officer-paragraph: துணை அமைப்பாளர்கள் : (1) அ.அரவிந்த், 2/148, நேதாஜி நகர், மூக்கொண்டப் bbox=[1153, 1629, 1487, 1657]
part-entry: பாகம் – 162 : கி.தமிழ், 3/229–72, பிருந்தாவன் கார்டன், சீதாராம் நகர், ஓசூர், கிருஷ்ணகிரி. bbox=[422, 283, 756, 312]
part-entry: பாகம் – 248 : ப.கிரிஷ் கிங், 12/1, த.வீ.வ.வ. குடியிருப்பு, பாகலூர், ஓசூர், கிருஷ்ணகிரி. bbox=[787, 1159, 1121, 1187]
part-entry: பாகம் – 185 : நா.சமேஷ், 46/18ஏ, ஆத்திராம்பட்டி தெரு, கும்பார்பேட்டை, ஓசூர், கிருஷ்ணகிரி. bbox=[56, 1428, 390, 1456]
ward-heading: 28–வது வார்டு bbox=[539, 360, 638, 376]
part-entry: பாகம் – 183 : தி.சோமேஷ்வஷ்டா, 34, திகலர் பேட்டை, ஓசூர், கிருஷ்ணகிரி. bbox=[56, 901, 390, 930]
part-label: பாகம் – 197 : bbox=[56, 1044, 136, 1057]
part-entry: பாகம் – 232 : செ.குருபிரசாத், 3வது கிராஸ், சாந்தி நகர், ஓசூர், கிருஷ்ணகிரி. bbox=[787, 758, 1121, 787]
section-subheading: பாக அமைப்பாளர்கள் : bbox=[525, 537, 652, 551]
